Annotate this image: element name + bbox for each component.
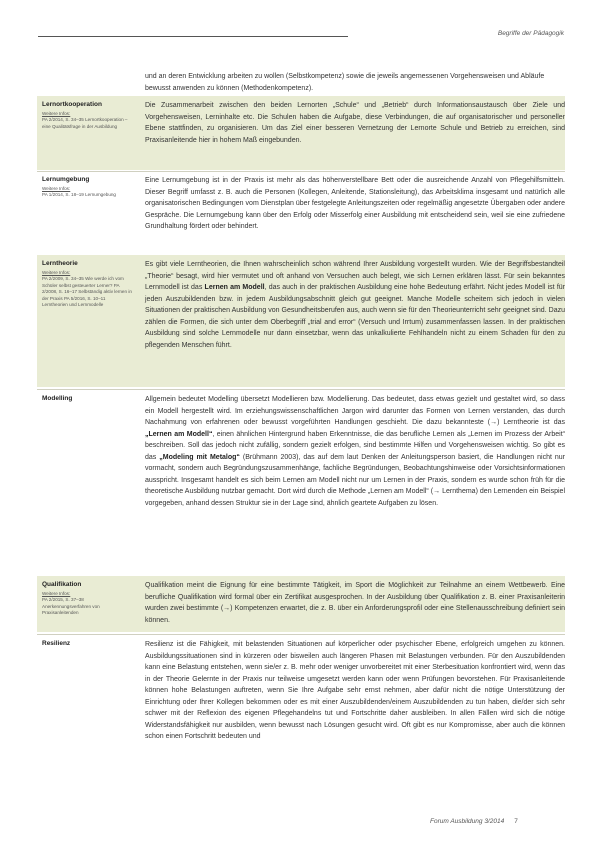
page-footer [430,818,518,825]
glossary-entry [37,578,565,632]
entry-divider [37,389,565,390]
entry-sidebar [42,100,132,130]
reference-text: PA 2/2015, S. 37–38 Anerkennungsverfahren von Praxisanleitenden [42,597,100,616]
entry-paragraph: Eine Lernumgebung ist in der Praxis ist mehr als das höhenverstellbare Bett oder die ausreichende Anzahl von Pflegehilfsmitteln. Dieser Begriff umfasst z. B. auch die Personen (Kollegen, Anleitende, Stationsleitung), das Arbeitsklima insgesamt und natürlich alle organisatorischen Bedingungen vom Dienstplan über festgelegte Anleitungszeiten oder regelmäßig angesetzte Übergaben oder andere Gespräche. Die Lernumgebung kann über den Erfolg oder Misserfolg einer Ausbildung mit entscheidend sein, weil sie eine zufriedene Grundhaltung fördert oder behindert. [145,177,565,230]
intro-paragraph: und an deren Entwicklung arbeiten zu wollen (Selbstkompetenz) sowie die jeweils angemessenen Vorgehensweisen und Abläufe bewusst anwenden zu können (Methodenkompetenz). [145,73,545,92]
footer-journal: Forum Ausbildung 3/2014 [430,818,505,825]
running-header: Begriffe der Pädagogik [497,30,564,37]
entry-reference [42,186,132,199]
entry-text [145,100,565,146]
entry-text [145,259,565,351]
entry-paragraph: Qualifikation meint die Eignung für eine bestimmte Tätigkeit, im Sport die Möglichkeit zur Teilnahme an einem Wettbewerb. Eine berufliche Qualifikation wird formal über ein Zertifikat ausgesprochen. In der Ausbildung über Qualifikation z. B. einer Praxisanleiterin wurden zwei bestimmte (→) Kompetenzen erwartet, die z. B. über ein Anforderungsprofil oder eine Stellenausschreibung definiert sein können. [145,582,565,624]
entry-paragraph: Es gibt viele Lerntheorien, die Ihnen wahrscheinlich schon während Ihrer Ausbildung vorgestellt wurden. Wie der Begriffsbestandteil „Theorie“ besagt, wird hier vermutet und oft anhand von Versuchen auch belegt, wie sich Lernen erklären lässt. Für sein bekanntes Lernmodell ist das Lernen am Modell, das auch in der praktischen Ausbildung eine hohe Bedeutung erfährt. Nicht jedes Modell ist für jeden Auszubildenden bzw. in jedem Ausbildungsabschnitt gleich gut geeignet. Manche Modelle scheitern sich jedoch in vielen Situationen der praktischen Ausbildung von Gesundheitsberufen aus, auch wenn sie für den Theorieunterricht sehr geeignet sind. Dazu zählen die Formen, die sich unter dem Oberbegriff „trial and error“ (Versuch und Irrtum) zusammenfassen lassen. In der praktischen Ausbildung sind solche Lernmodelle nur dann einsetzbar, wenn das unkalkulierte Fehlhandeln nicht zu einem Schaden für den zu pflegenden Menschen führt. [145,261,565,349]
glossary-entry [37,98,565,170]
entry-paragraph: Resilienz ist die Fähigkeit, mit belastenden Situationen auf körperlicher oder psychischer Ebene, erfolgreich umgehen zu können. Ausbildungssituationen sind in kürzeren oder bisweilen auch längeren Phasen mit Belastungen verbunden. Für den Auszubildenden kann eine Belastung entstehen, wenn sie/er z. B. mehr oder weniger unvorbereitet mit einer Sterbesituation konfrontiert wird, wenn das in der Theorie Gelernte in der Praxis nur teilweise umgesetzt werden kann oder wenn Prüfungen bevorstehen. Für Praxisanleitende können hohe Belastungen auftreten, wenn Sie Ihre Aufgabe sehr ernst nehmen, aber dafür nicht die nötige Unterstützung der Einrichtung oder Ihrer Kollegen bekommen oder es mit einer Auszubildenden/einem Auszubildenden zu tun haben, die/der sich sehr schwer mit der Reflexion des eigenen Pflegehandelns tut und Fortschritte daher ausbleiben. In allen Fällen wird sich die nötige Widerstandsfähigkeit nur ausbilden, wenn bewusst nach Lösungen gesucht wird. Oft gibt es nur Kompromisse, aber auch die können schon einen Fortschritt bedeuten und [145,641,565,740]
reference-text: PA 1/2014, S. 18–19 Lernumgebung [42,192,116,198]
bold-term: „Lernen am Modell“ [145,430,213,438]
entry-text [145,639,565,743]
header-rule [38,36,348,37]
entry-reference [42,111,132,130]
page-number: 7 [514,818,518,825]
entry-divider [37,171,565,172]
glossary-entry [37,173,565,253]
entry-term: Lernumgebung [42,176,90,183]
entry-term: Lerntheorie [42,260,78,267]
entry-term: Modelling [42,395,73,402]
entry-sidebar [42,580,132,617]
entry-sidebar [42,394,132,403]
glossary-entry [37,257,565,385]
entry-reference [42,591,132,617]
reference-heading: Weitere Infos: [42,111,71,116]
reference-text: PA 2/2014, S. 34–35 Lernortkooperation – eine Qualitätsfrage in der Ausbildung [42,117,128,129]
entry-sidebar [42,259,132,308]
bold-term: Lernen am Modell [204,284,265,291]
reference-text: PA 2/2009, S. 34–35 Wie werde ich vom Schüler selbst gesteuerter Lerner? PA 2/2008, S. 16–17 Selbständig aktiv lernen in der Praxis PA 5/2016, S. 10–11 Lerntheorien und Lernmodelle [42,276,132,308]
reference-heading: Weitere Infos: [42,186,71,191]
entry-text [145,394,565,509]
entry-text [145,175,565,233]
entry-term: Lernortkooperation [42,101,102,108]
reference-heading: Weitere Infos: [42,270,71,275]
entry-paragraph: Die Zusammenarbeit zwischen den beiden Lernorten „Schule“ und „Betrieb“ durch Informationsaustausch über Ziele und Vorgehensweisen, Lerninhalte etc. Die Schulen haben die Aufgabe, diese Verbindungen, die auf organisatorischer und personeller Ebene stattfinden, zu organisieren. Um das Ziel einer besseren Vernetzung der Lernorte Schule und Betrieb zu erreichen, sind Praxisanleitende hier in hohem Maß eingebunden. [145,102,565,144]
bold-term: „Modeling mit Metalog“ [159,453,240,461]
entry-term: Resilienz [42,640,71,647]
entry-text [145,580,565,626]
reference-heading: Weitere Infos: [42,591,71,596]
entry-paragraph: Allgemein bedeutet Modelling übersetzt Modellieren bzw. Modellierung. Das bedeutet, dass etwas gezielt und gestaltet wird, so dass ein Modell hergestellt wird. Im erziehungswissenschaftlichen Jargon wird darunter das Formen von Lernen verstanden, das durch Nachahmung von erfahrenen oder bewusst vorgeführten Handlungen geschieht. Die dazu bekannteste (→) Lerntheorie ist das „Lernen am Modell“, einen ähnlichen Hintergrund haben Erkenntnisse, die das berufliche Lernen als „Lernen im Prozess der Arbeit“ beschreiben. Soll das jedoch nicht zufällig, sondern gezielt erfolgen, sind bestimmte Hilfen und Vorgehensweisen wichtig. So gibt es das „Modeling mit Metalog“ (Brühmann 2003), das auf dem laut Denken der Anleitungsperson basiert, die Handlungen nicht nur vormacht, sondern auch Begründungszusammenhänge, fachliche Begründungen, Beobachtungshinweise oder Vorsichtsinformationen ausspricht. Insgesamt handelt es sich beim Lernen am Modell nicht nur um Lernen in der Praxis, sondern es wurde schon früh für die theoretische Ausbildung nutzbar gemacht. Dort wird durch die Methode „Lernen am Modell“ (→ Lernthema) den Lernenden ein Beispiel vorgegeben, anhand dessen Struktur sie in der Lage sind, ähnlich geartete Aufgaben zu lösen. [145,396,566,507]
entry-reference [42,270,132,308]
glossary-entry [37,637,565,807]
entry-term: Qualifikation [42,581,82,588]
entry-sidebar [42,639,132,648]
glossary-entry [37,392,565,572]
entry-divider [37,634,565,635]
entry-sidebar [42,175,132,199]
